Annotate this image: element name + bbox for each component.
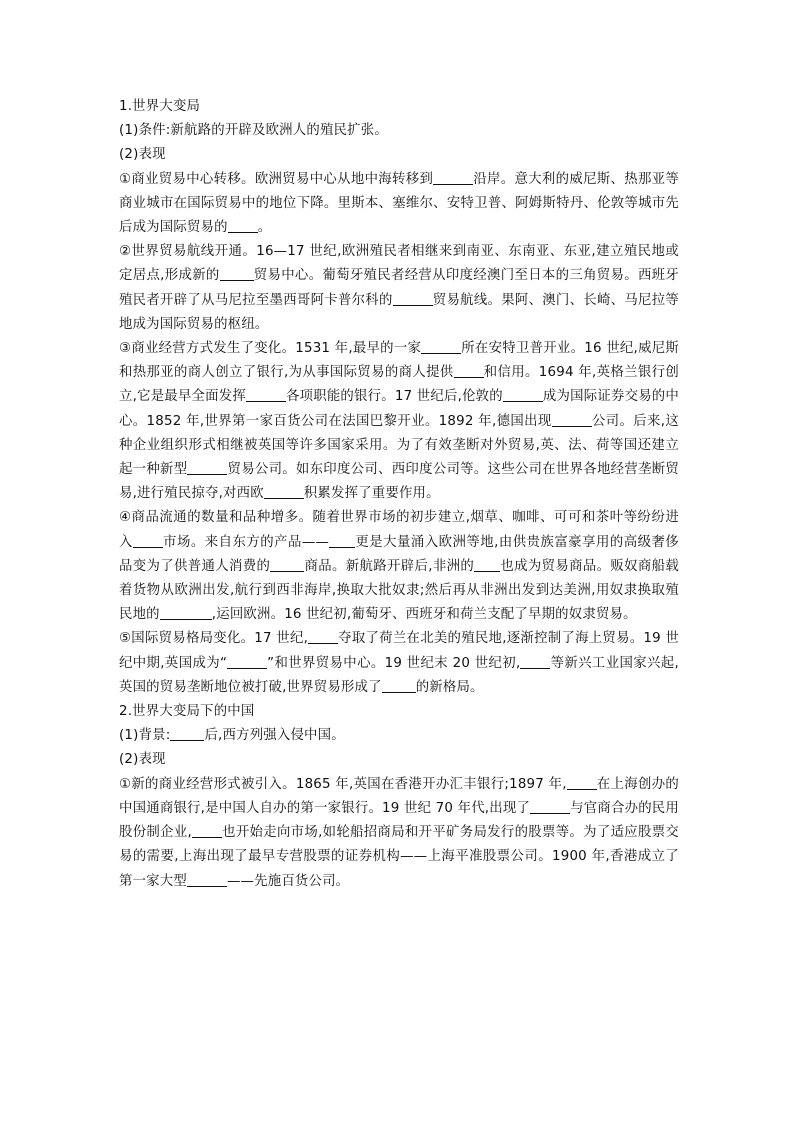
fill-blank[interactable] — [227, 654, 267, 669]
fill-blank[interactable] — [228, 218, 258, 233]
fill-blank[interactable] — [133, 533, 163, 548]
paragraph-trade-pattern: ⑤国际贸易格局变化。17 世纪, 夺取了荷兰在北美的殖民地,逐渐控制了海上贸易。19 世纪中期,英国成为“ ”和世界贸易中心。19 世纪末 20 世纪初, 等新兴工业国家兴起,英国的贸易垄断地位被打破,世界贸易形成了 的新格局。 — [119, 631, 680, 695]
fill-blank[interactable] — [433, 170, 473, 185]
fill-blank[interactable] — [530, 799, 570, 814]
fill-blank[interactable] — [567, 775, 597, 790]
fill-blank[interactable] — [187, 460, 227, 475]
fill-blank[interactable] — [503, 387, 543, 402]
document-page — [119, 95, 679, 894]
fill-blank[interactable] — [246, 387, 286, 402]
paragraph-new-business-forms: ①新的商业经营形式被引入。1865 年,英国在香港开办汇丰银行;1897 年, 在上海创办的中国通商银行,是中国人自办的第一家银行。19 世纪 70 年代,出现了 与官商合办的民用股份制企业, 也开始走向市场,如轮船招商局和开平矿务局发行的股票等。为了适应股票交易的需要,上海出现了最早专营股票的证券机构——上海平准股票公司。1900 年,香港成立了第一家大型 ——先施百货公司。 — [119, 776, 680, 889]
fill-blank[interactable] — [220, 266, 254, 281]
performance-label-china: (2)表现 — [119, 752, 166, 768]
paragraph-commodity-flow: ④商品流通的数量和品种增多。随着世界市场的初步建立,烟草、咖啡、可可和茶叶等纷纷进入 市场。来自东方的产品—— 更是大量涌入欧洲等地,由供贵族富豪享用的高级奢侈品变为了供普通人消费的 商品。新航路开辟后,非洲的 也成为贸易商品。贩奴商船载着货物从欧洲出发,航行到西非海岸,换取大批奴隶;然后再从非洲出发到达美洲,用奴隶换取殖民地的 ,运回欧洲。16 世纪初,葡萄牙、西班牙和荷兰支配了早期的奴隶贸易。 — [119, 510, 680, 623]
fill-blank[interactable] — [270, 557, 304, 572]
paragraph-trade-center: ①商业贸易中心转移。欧洲贸易中心从地中海转移到 沿岸。意大利的威尼斯、热那亚等商业城市在国际贸易中的地位下降。里斯本、塞维尔、安特卫普、阿姆斯特丹、伦敦等城市先后成为国际贸易的 。 — [119, 171, 679, 236]
fill-blank[interactable] — [520, 654, 550, 669]
performance-label: (2)表现 — [119, 147, 166, 163]
fill-blank[interactable] — [192, 823, 222, 838]
fill-blank[interactable] — [308, 629, 338, 644]
background-line: (1)背景: 后,西方列强入侵中国。 — [119, 728, 345, 744]
fill-blank[interactable] — [329, 533, 355, 548]
paragraph-trade-routes: ②世界贸易航线开通。16—17 世纪,欧洲殖民者相继来到南亚、东南亚、东亚,建立殖民地或定居点,形成新的 贸易中心。葡萄牙殖民者经营从印度经澳门至日本的三角贸易。西班牙殖民者开辟了从马尼拉至墨西哥阿卡普尔科的 贸易航线。果阿、澳门、长崎、马尼拉等地成为国际贸易的枢纽。 — [119, 244, 679, 332]
fill-blank[interactable] — [421, 339, 461, 354]
paragraph-business-methods: ③商业经营方式发生了变化。1531 年,最早的一家 所在安特卫普开业。16 世纪,威尼斯和热那亚的商人创立了银行,为从事国际贸易的商人提供 和信用。1694 年,英格兰银行创立,它是最早全面发挥 各项职能的银行。17 世纪后,伦敦的 成为国际证券交易的中心。1852 年,世界第一家百货公司在法国巴黎开业。1892 年,德国出现 公司。后来,这种企业组织形式相继被英国等许多国家采用。为了有效垄断对外贸易,英、法、荷等国还建立起一种新型 贸易公司。如东印度公司、西印度公司等。这些公司在世界各地经营垄断贸易,进行殖民掠夺,对西欧 积累发挥了重要作用。 — [119, 341, 679, 502]
heading-world-change: 1.世界大变局 — [119, 99, 201, 114]
condition-line: (1)条件:新航路的开辟及欧洲人的殖民扩张。 — [119, 123, 388, 139]
fill-blank[interactable] — [160, 605, 212, 620]
fill-blank[interactable] — [393, 291, 433, 306]
fill-blank[interactable] — [454, 363, 484, 378]
fill-blank[interactable] — [474, 557, 500, 572]
fill-blank[interactable] — [382, 678, 416, 693]
heading-china: 2.世界大变局下的中国 — [119, 704, 255, 720]
fill-blank[interactable] — [187, 872, 227, 887]
fill-blank[interactable] — [264, 484, 304, 499]
fill-blank[interactable] — [170, 726, 204, 741]
fill-blank[interactable] — [552, 412, 592, 427]
